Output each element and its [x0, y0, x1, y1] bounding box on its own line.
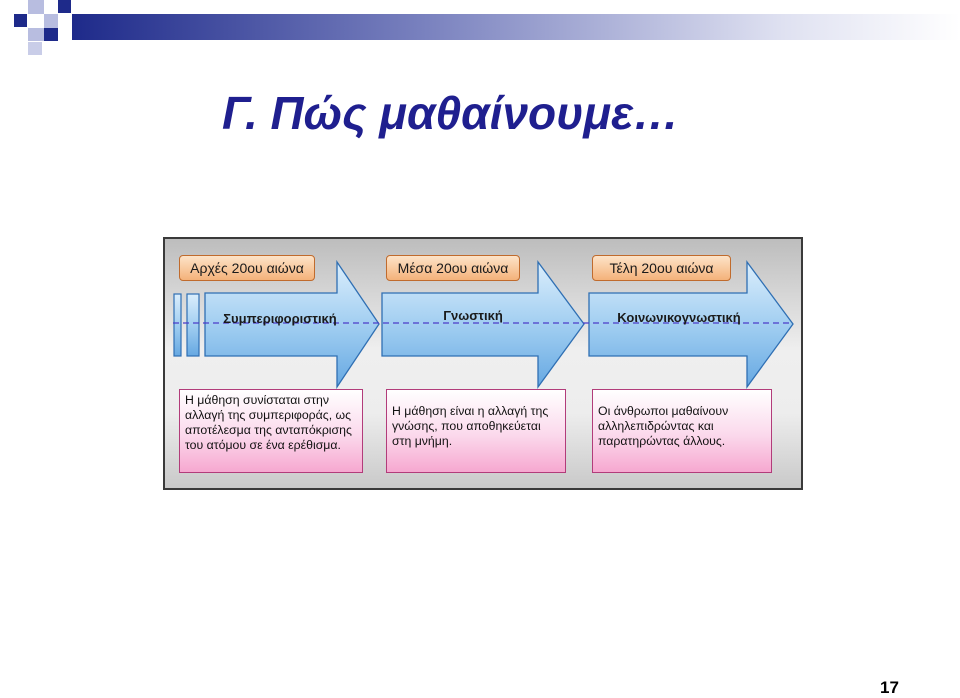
description-behaviorist: Η μάθηση συνίσταται στην αλλαγή της συμπεριφοράς, ως αποτέλεσμα της ανταπόκρισης του ατόμου σε ένα ερέθισμα. [179, 389, 363, 473]
arrow-tail-bar [174, 294, 181, 356]
period-label-early: Αρχές 20ου αιώνα [179, 255, 315, 281]
description-cognitive: Η μάθηση είναι η αλλαγή της γνώσης, που αποθηκεύεται στη μνήμη. [386, 389, 566, 473]
decor-square-light [44, 14, 58, 28]
decor-square-navy [58, 0, 71, 13]
theory-label-cognitive: Γνωστική [443, 308, 503, 323]
page-number: 17 [880, 678, 899, 697]
theory-label-social-cognitive: Κοινωνικογνωστική [617, 310, 741, 325]
decor-square-light [28, 28, 44, 41]
arrow-tail-bar [187, 294, 199, 356]
decor-square-navy [44, 28, 58, 41]
period-label-late: Τέλη 20ου αιώνα [592, 255, 731, 281]
description-social-cognitive: Οι άνθρωποι μαθαίνουν αλληλεπιδρώντας και παρατηρώντας άλλους. [592, 389, 772, 473]
slide-title: Γ. Πώς μαθαίνουμε… [222, 87, 680, 139]
decor-square-light [28, 0, 44, 14]
decor-square-navy [14, 14, 27, 27]
decor-square-light [28, 42, 42, 55]
theory-label-behaviorist: Συμπεριφοριστική [223, 311, 337, 326]
period-label-mid: Μέσα 20ου αιώνα [386, 255, 520, 281]
learning-theories-diagram [163, 237, 803, 490]
top-gradient-bar [72, 14, 960, 40]
